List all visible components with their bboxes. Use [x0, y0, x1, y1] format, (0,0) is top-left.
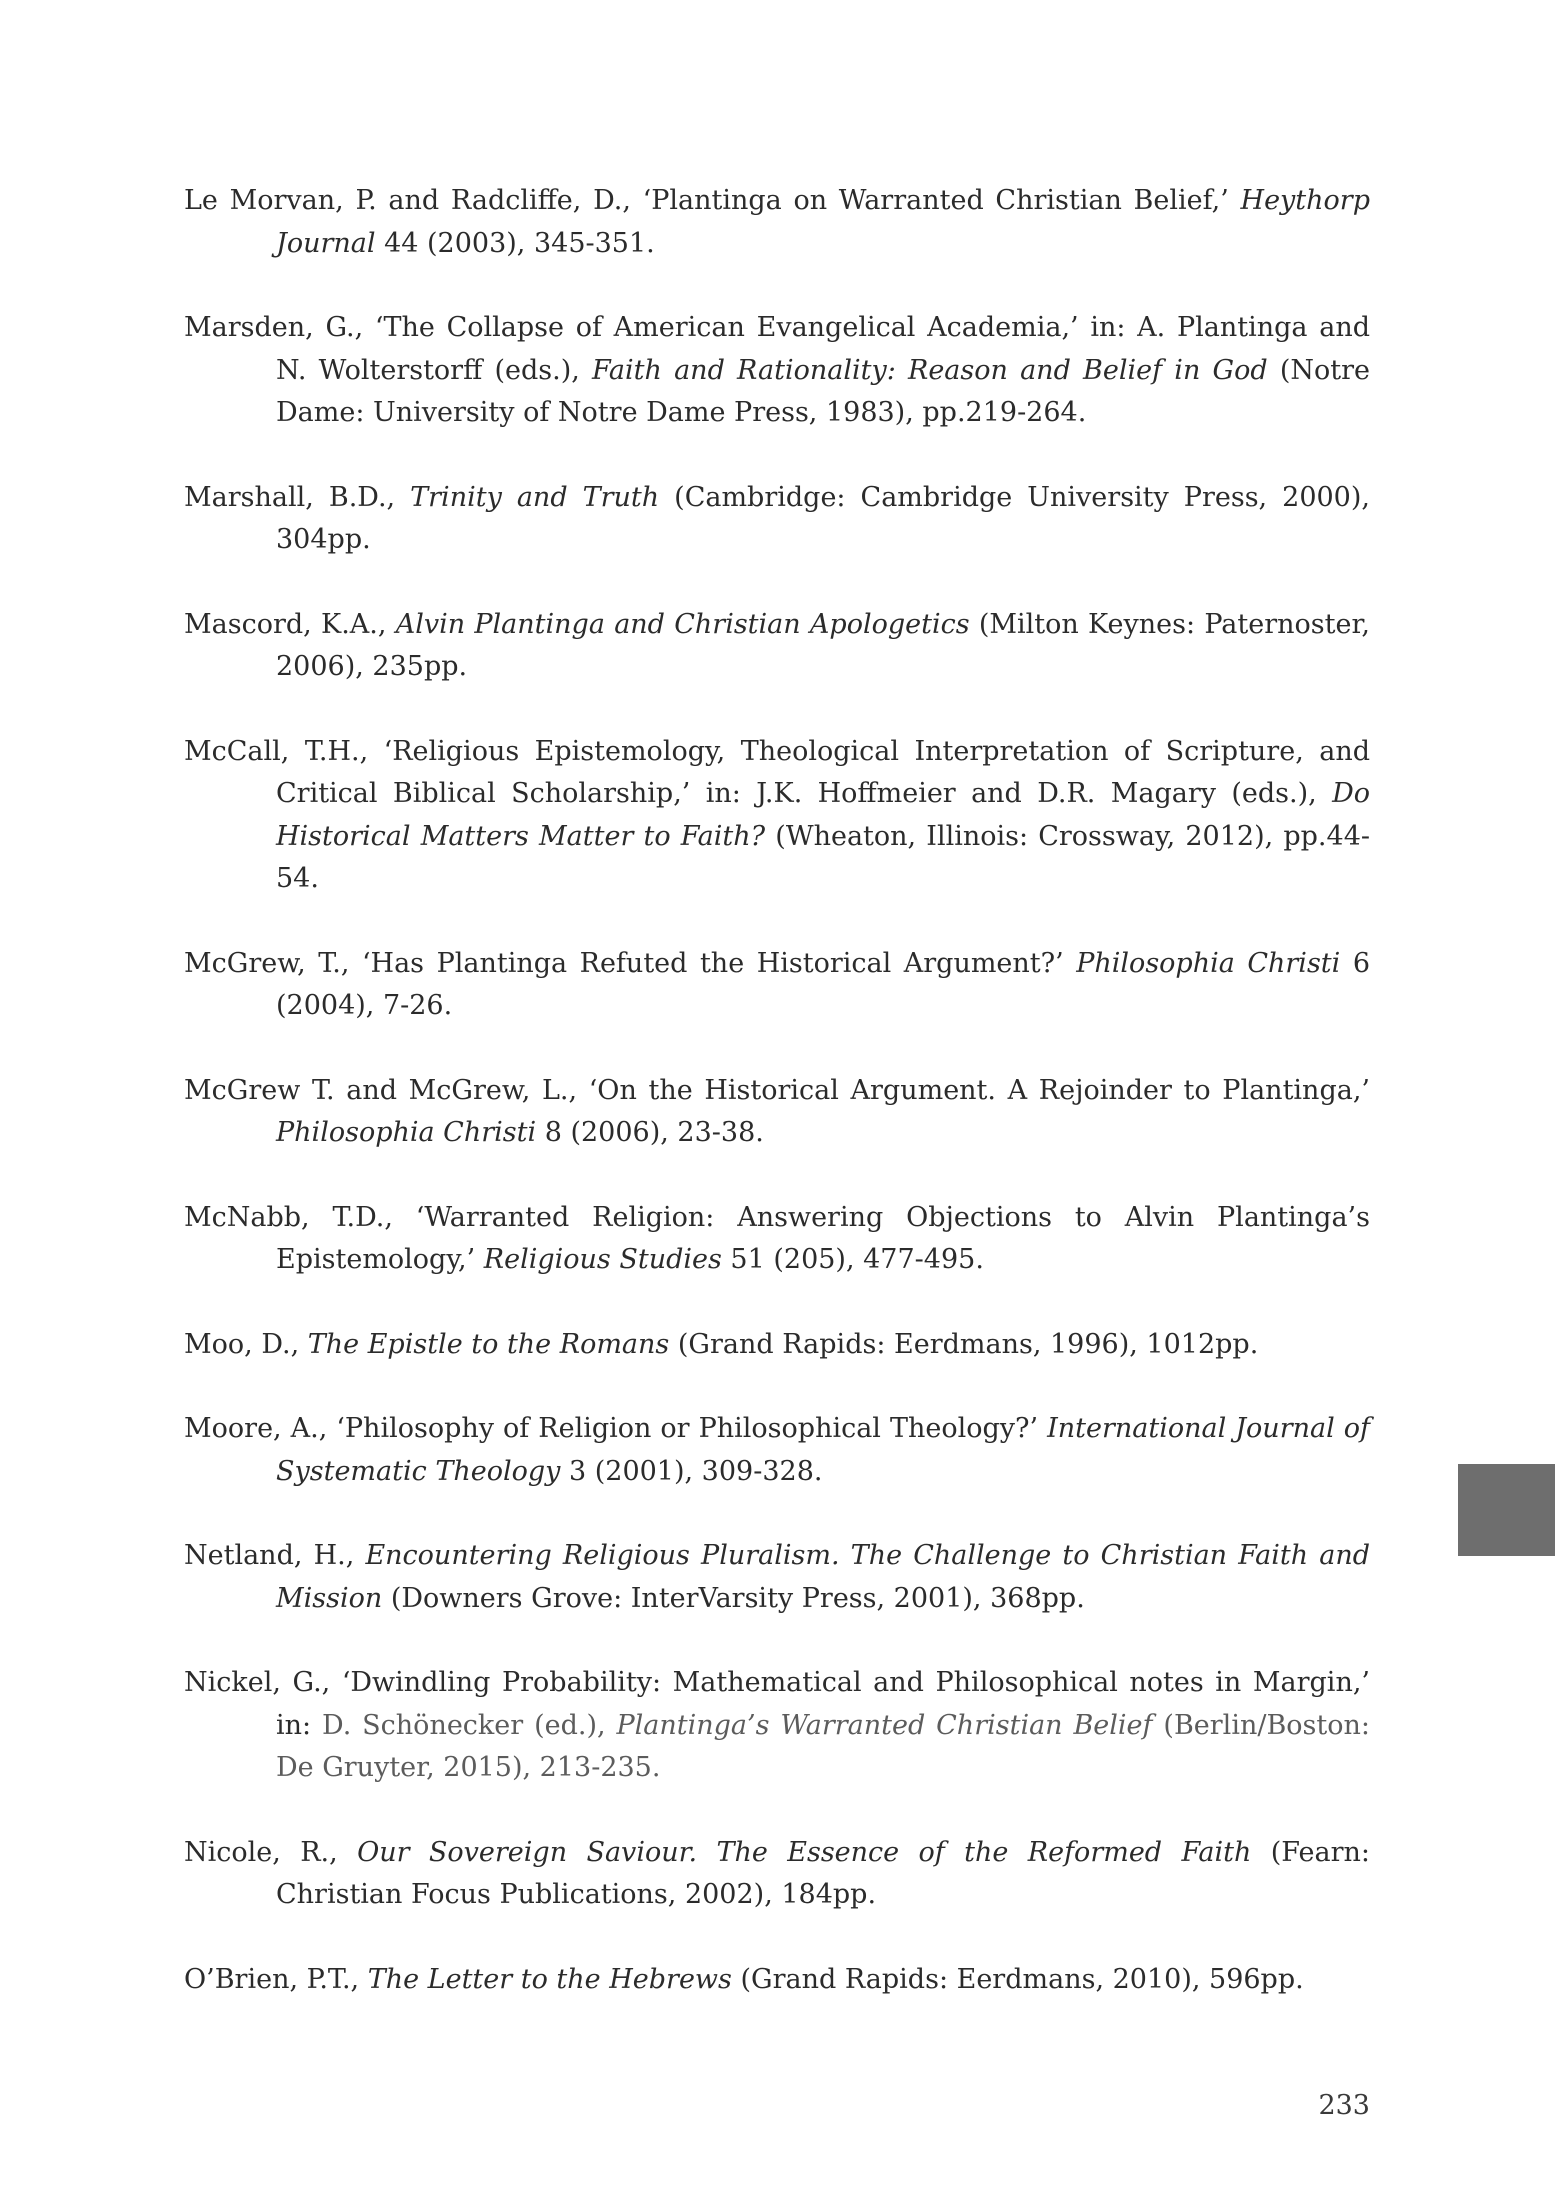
- entry-title: Faith and Rationality: Reason and Belief in God: [592, 354, 1268, 386]
- entry-text: Moo, D.,: [184, 1328, 308, 1360]
- entry-title: Trinity and Truth: [410, 481, 660, 513]
- entry-text: (Notre Dame: University of Notre Dame Press, 1983), pp.219-264.: [276, 354, 1370, 428]
- entry-text: (Milton Keynes: Paternoster, 2006), 235pp.: [276, 608, 1370, 682]
- entry-title: Do Historical Matters Matter to Faith?: [276, 778, 1370, 852]
- entry-text: Nicole, R.,: [184, 1836, 358, 1868]
- entry-text: McGrew, T., ‘Has Plantinga Refuted the Historical Argument?’: [184, 947, 1077, 979]
- entry-text: McNabb, T.D., ‘Warranted Religion: Answering Objections to Alvin Plantinga’s Epistemology,’: [184, 1201, 1370, 1275]
- entry-text: Marshall, B.D.,: [184, 481, 411, 513]
- section-tab-marker: [1458, 1464, 1555, 1556]
- page-number: 233: [1318, 2090, 1370, 2121]
- entry-text: Mascord, K.A.,: [184, 608, 396, 640]
- bibliography-entry: [184, 604, 1370, 689]
- bibliography-entry: [184, 1662, 1370, 1790]
- bibliography-entry: [184, 1408, 1370, 1493]
- entry-title: The Letter to the Hebrews: [367, 1963, 732, 1995]
- entry-text: Nickel, G., ‘Dwindling Probability: Mathematical and Philosophical notes in Margin,’ in:: [184, 1667, 1370, 1741]
- entry-text: 3 (2001), 309-328.: [560, 1455, 823, 1487]
- entry-text: 6 (2004), 7-26.: [276, 947, 1370, 1021]
- entry-title: Religious Studies: [483, 1244, 722, 1275]
- entry-title: Plantinga’s Warranted Christian Belief: [616, 1709, 1153, 1741]
- entry-text: McCall, T.H., ‘Religious Epistemology, Theological Interpretation of Scripture, and Critical Biblical Scholarship,’ in: J.K. Hoffmeier and D.R. Magary (eds.),: [184, 735, 1370, 809]
- entry-title: Encountering Religious Pluralism. The Challenge to Christian Faith and Mission: [276, 1540, 1370, 1614]
- bibliography-entry: [184, 1197, 1370, 1282]
- bibliography-entry: [184, 1535, 1370, 1620]
- entry-text: McGrew T. and McGrew, L., ‘On the Historical Argument. A Rejoinder to Plantinga,’: [184, 1074, 1370, 1106]
- entry-text: (Berlin/Boston: De Gruyter, 2015), 213-235.: [276, 1709, 1370, 1783]
- entry-text: O’Brien, P.T.,: [184, 1963, 368, 1995]
- entry-text: 51 (205), 477-495.: [721, 1244, 984, 1275]
- bibliography-entry: [184, 1324, 1370, 1367]
- bibliography-entry: [184, 1832, 1370, 1917]
- bibliography-entry: [184, 1959, 1370, 2002]
- entry-text: Le Morvan, P. and Radcliffe, D., ‘Plantinga on Warranted Christian Belief,’: [184, 185, 1241, 216]
- bibliography-entry: [184, 180, 1370, 265]
- entry-title: Heythorp Journal: [276, 185, 1370, 259]
- entry-text: (Cambridge: Cambridge University Press, 2000), 304pp.: [276, 481, 1370, 555]
- entry-text: 44 (2003), 345-351.: [375, 227, 655, 259]
- entry-text: (Fearn: Christian Focus Publications, 2002), 184pp.: [276, 1836, 1370, 1910]
- bibliography-entry: [184, 1070, 1370, 1155]
- entry-title: Our Sovereign Saviour. The Essence of the Reformed Faith: [357, 1836, 1252, 1868]
- entry-text: Marsden, G., ‘The Collapse of American Evangelical Academia,’ in: A. Plantinga and N. Wolterstorff (eds.),: [184, 312, 1370, 386]
- bibliography-entry: [184, 943, 1370, 1028]
- bibliography-entry: [184, 477, 1370, 562]
- entry-title: International Journal of Systematic Theology: [276, 1413, 1370, 1487]
- entry-text: D. Schönecker (ed.),: [322, 1709, 617, 1741]
- entry-text: (Grand Rapids: Eerdmans, 1996), 1012pp.: [669, 1328, 1259, 1360]
- bibliography-entry: [184, 731, 1370, 901]
- entry-text: (Grand Rapids: Eerdmans, 2010), 596pp.: [731, 1963, 1304, 1995]
- bibliography-entry: [184, 307, 1370, 435]
- entry-title: The Epistle to the Romans: [307, 1328, 670, 1360]
- entry-text: Netland, H.,: [184, 1540, 366, 1571]
- entry-text: Moore, A., ‘Philosophy of Religion or Philosophical Theology?’: [184, 1413, 1048, 1444]
- entry-text: (Downers Grove: InterVarsity Press, 2001), 368pp.: [382, 1582, 1085, 1614]
- entry-title: Philosophia Christi: [276, 1117, 537, 1148]
- entry-title: Alvin Plantinga and Christian Apologetics: [395, 608, 970, 640]
- entry-text: 8 (2006), 23-38.: [536, 1117, 764, 1148]
- bibliography-list: [184, 180, 1370, 2043]
- entry-text: (Wheaton, Illinois: Crossway, 2012), pp.44-54.: [276, 820, 1370, 894]
- entry-title: Philosophia Christi: [1076, 947, 1341, 979]
